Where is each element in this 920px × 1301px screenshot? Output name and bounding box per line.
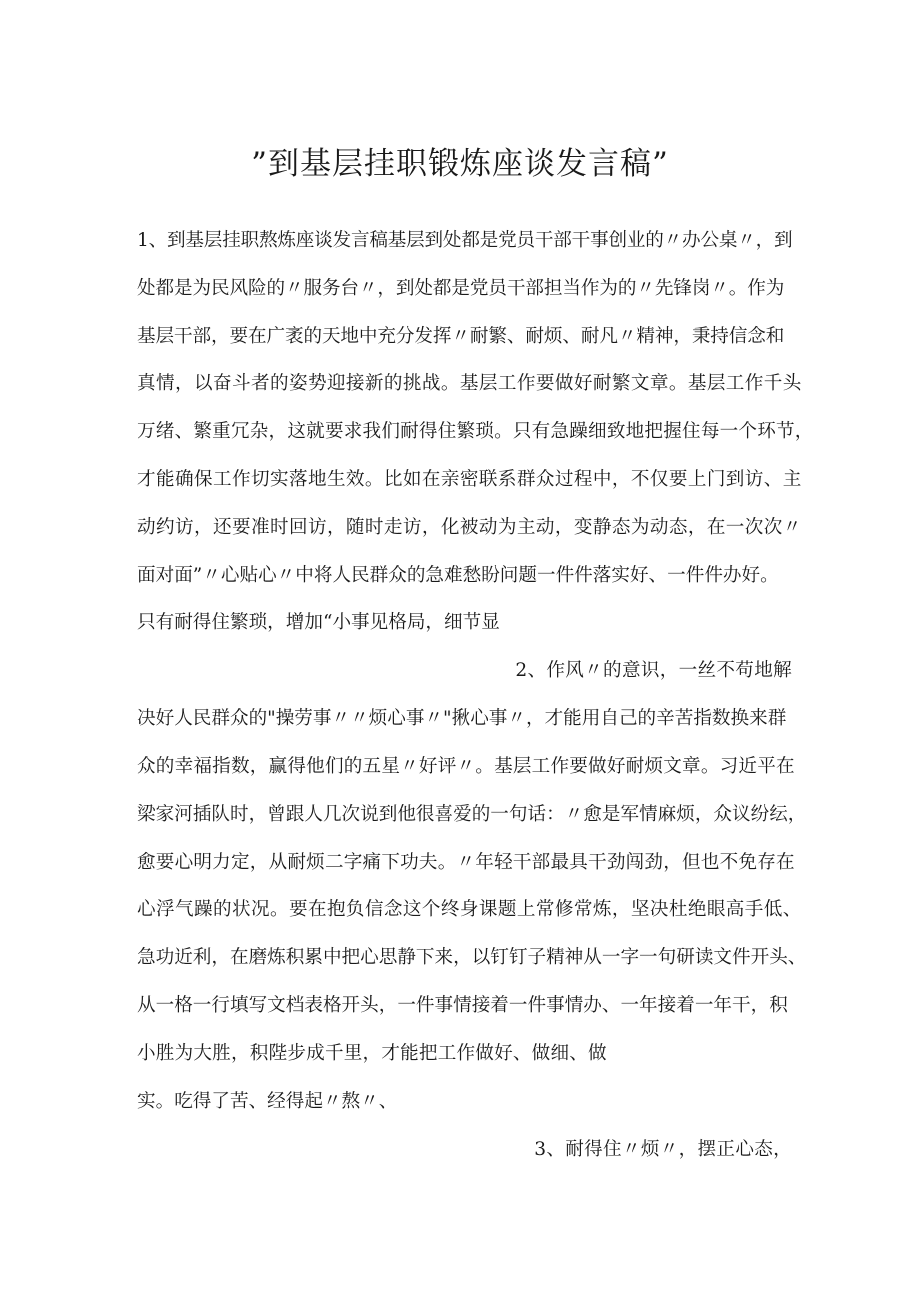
paragraph-line: 小胜为大胜，积陛步成千里，才能把工作做好、做细、做: [137, 1043, 607, 1064]
paragraph-line: 3、耐得住〃烦〃，摆正心态，: [534, 1139, 792, 1160]
paragraph-line: 只有耐得住繁琐，增加“小事见格局，细节显: [137, 612, 500, 633]
paragraph-line: 从一格一行填写文档表格开头，一件事情接着一件事情办、一年接着一年干，积: [137, 995, 788, 1016]
paragraph-line: 面对面”〃心贴心〃中将人民群众的急难愁盼问题一件件落实好、一件件办好。: [137, 565, 779, 586]
paragraph-line: 才能确保工作切实落地生效。比如在亲密联系群众过程中，不仅要上门到访、主: [137, 469, 802, 490]
paragraph-line: 基层干部，要在广袤的天地中充分发挥〃耐繁、耐烦、耐凡〃精神，秉持信念和: [137, 326, 785, 347]
paragraph-line: 心浮气躁的状况。要在抱负信念这个终身课题上常修常炼，坚决杜绝眼高手低、: [137, 899, 802, 920]
document-title: ”到基层挂职锻炼座谈发言稿”: [251, 146, 669, 182]
paragraph-line: 2、作风〃的意识，一丝不苟地解: [515, 660, 792, 681]
paragraph-line: 决好人民群众的"操劳事〃〃烦心事〃"揪心事〃，才能用自己的辛苦指数换来群: [137, 708, 787, 729]
paragraph-line: 愈要心明力定，从耐烦二字痛下功夫。〃年轻干部最具干劲闯劲，但也不免存在: [137, 852, 795, 873]
paragraph-line: 万绪、繁重冗杂，这就要求我们耐得住繁琐。只有急躁细致地把握住每一个环节，: [137, 421, 814, 442]
paragraph-line: 梁家河插队时，曾跟人几次说到他很喜爱的一句话：〃愈是军情麻烦，众议纷纭，: [137, 804, 807, 825]
paragraph-line: 急功近利，在磨炼积累中把心思静下来，以钉钉子精神从一字一句研读文件开头、: [137, 947, 807, 968]
paragraph-line: 动约访，还要准时回访，随时走访，化被动为主动，变静态为动态，在一次次〃: [137, 517, 802, 538]
paragraph-line: 实。吃得了苦、经得起〃熬〃、: [137, 1091, 398, 1112]
paragraph-line: 众的幸福指数，赢得他们的五星〃好评〃。基层工作要做好耐烦文章。习近平在: [137, 756, 795, 777]
paragraph-line: 真情，以奋斗者的姿势迎接新的挑战。基层工作要做好耐繁文章。基层工作千头: [137, 373, 802, 394]
paragraph-line: 处都是为民风险的〃服务台〃，到处都是党员干部担当作为的〃先锋岗〃。作为: [137, 278, 785, 299]
paragraph-line: 1、到基层挂职熬炼座谈发言稿基层到处都是党员干部干事创业的〃办公桌〃，到: [137, 230, 793, 251]
